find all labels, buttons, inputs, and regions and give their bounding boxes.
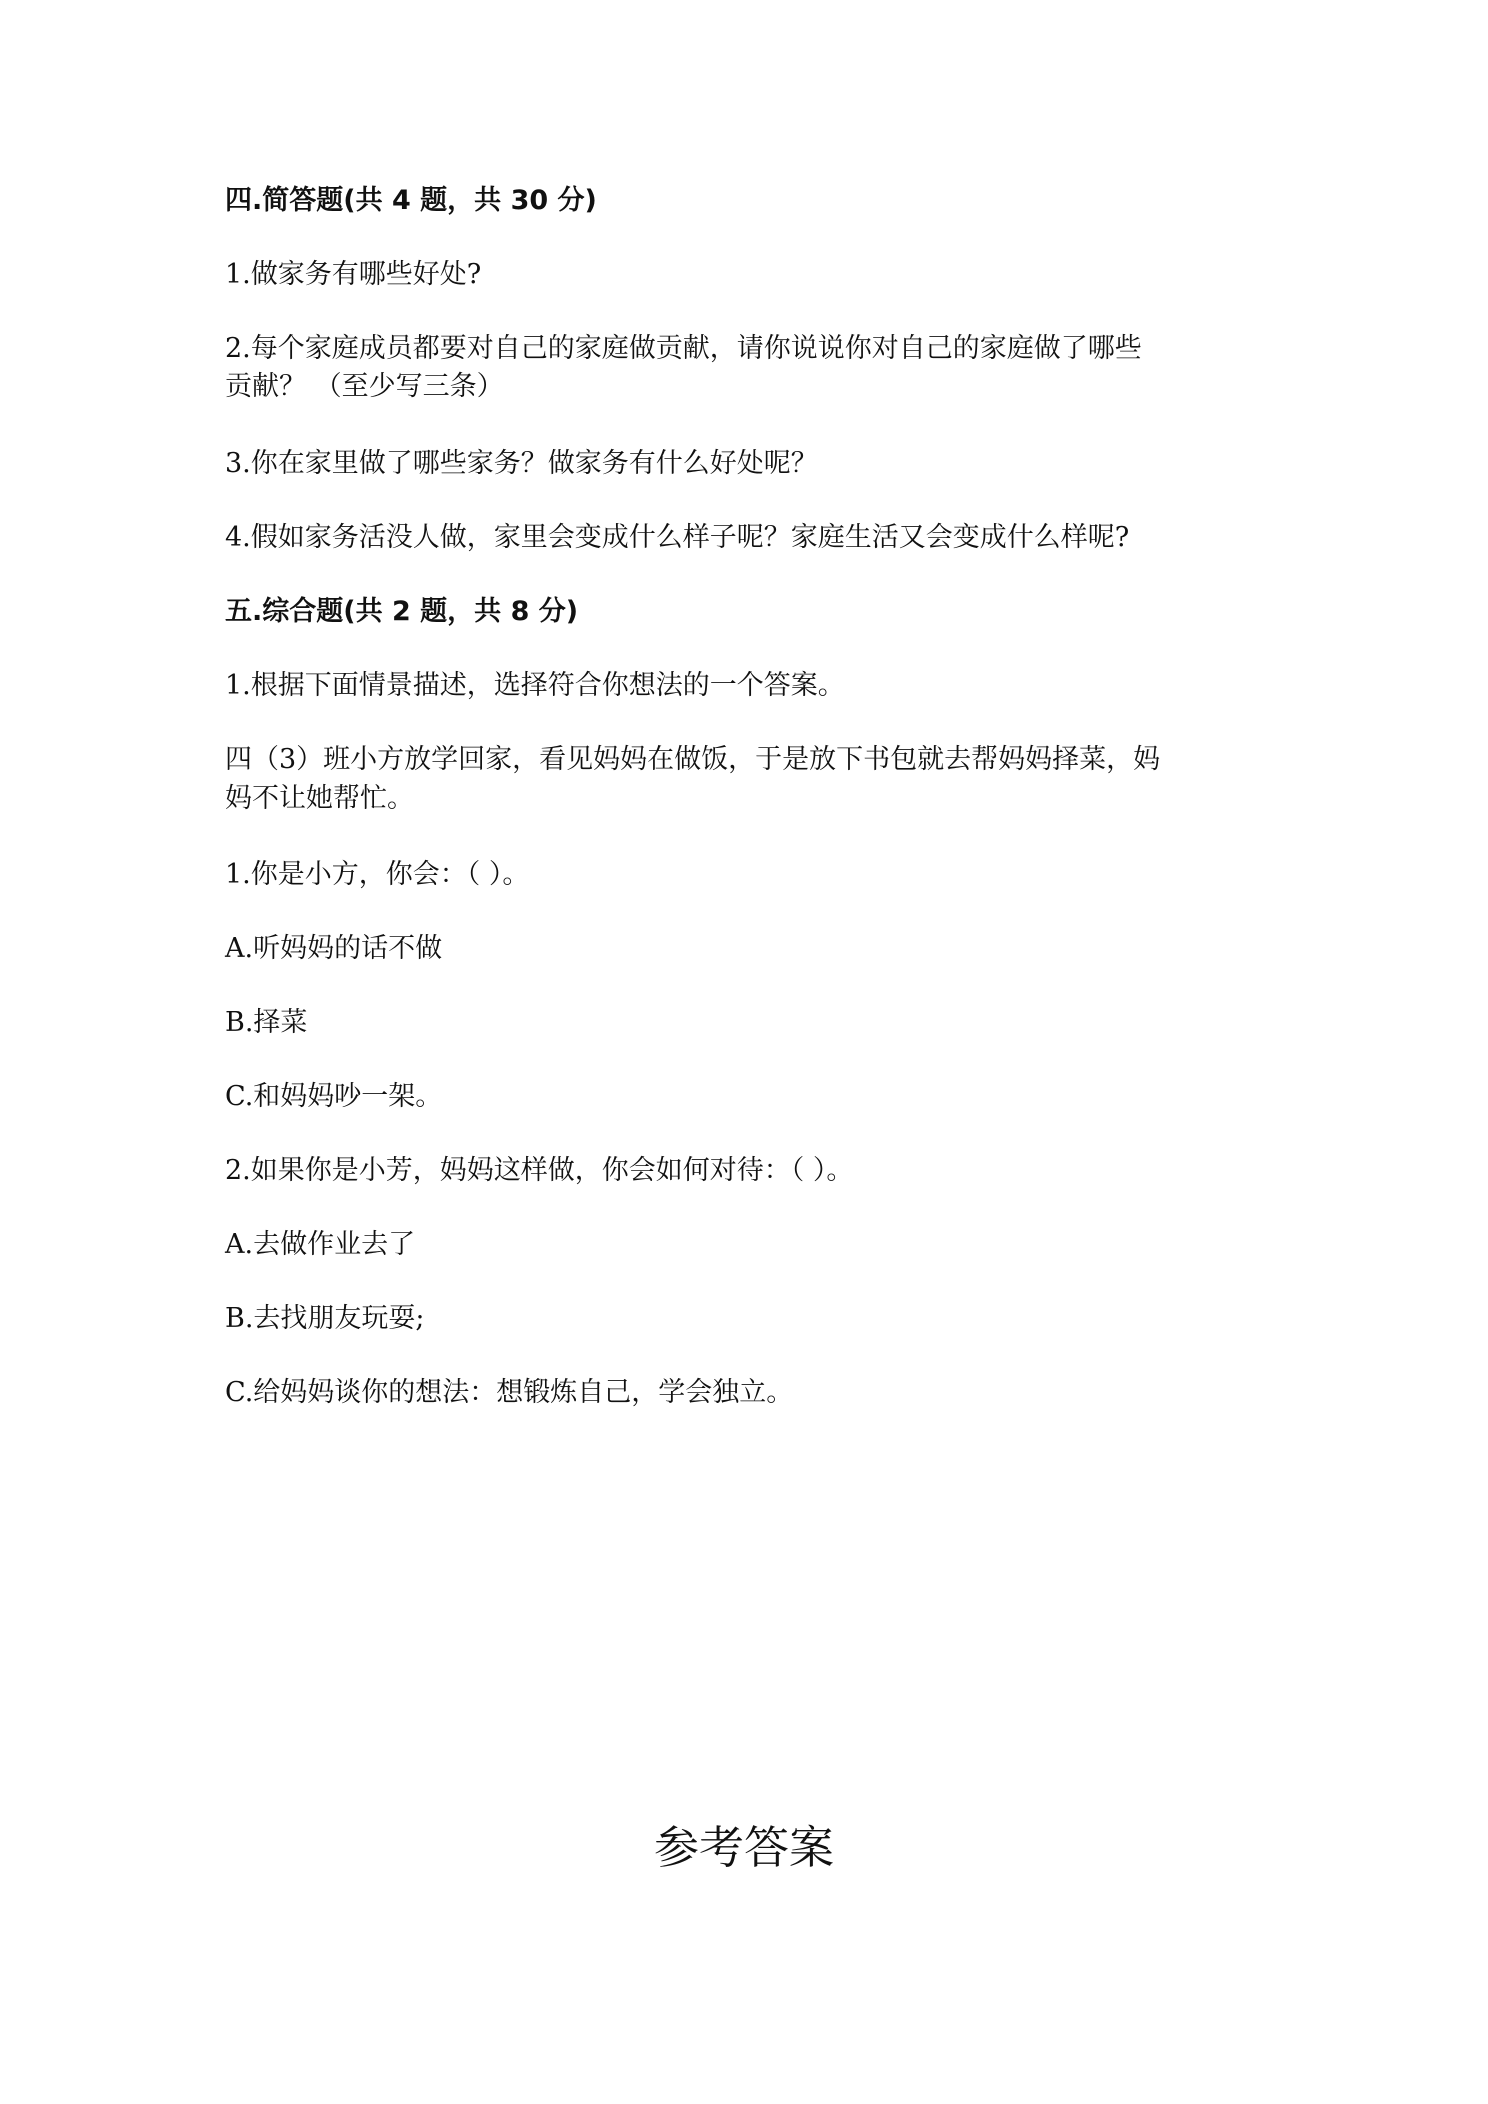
sub-question-1-option-a: A.听妈妈的话不做 — [225, 933, 443, 964]
sub-question-1-option-c: C.和妈妈吵一架。 — [225, 1081, 443, 1112]
scenario-line1: 四（3）班小方放学回家，看见妈妈在做饭，于是放下书包就去帮妈妈择菜，妈 — [225, 744, 1161, 775]
sub-question-1: 1.你是小方，你会：（ ）。 — [225, 859, 530, 890]
sub-question-1-option-b: B.择菜 — [225, 1007, 308, 1038]
section4-question-2-line2: 贡献？ （至少写三条） — [225, 371, 504, 402]
sub-question-2-option-c: C.给妈妈谈你的想法：想锻炼自己，学会独立。 — [225, 1377, 794, 1408]
answers-title: 参考答案 — [653, 1821, 834, 1874]
section4-question-3: 3.你在家里做了哪些家务？做家务有什么好处呢？ — [225, 448, 818, 479]
section4-question-4: 4.假如家务活没人做，家里会变成什么样子呢？家庭生活又会变成什么样呢? — [225, 522, 1130, 553]
section4-question-1: 1.做家务有哪些好处? — [225, 259, 482, 290]
sub-question-2: 2.如果你是小芳，妈妈这样做，你会如何对待：（ ）。 — [225, 1155, 854, 1186]
section5-question-1: 1.根据下面情景描述，选择符合你想法的一个答案。 — [225, 670, 845, 701]
scenario-line2: 妈不让她帮忙。 — [225, 783, 414, 814]
section5-heading: 五.综合题(共 2 题，共 8 分) — [225, 596, 579, 627]
sub-question-2-option-a: A.去做作业去了 — [225, 1229, 416, 1260]
section4-question-2-line1: 2.每个家庭成员都要对自己的家庭做贡献，请你说说你对自己的家庭做了哪些 — [225, 333, 1142, 364]
section4-heading: 四.简答题(共 4 题，共 30 分) — [225, 185, 597, 216]
sub-question-2-option-b: B.去找朋友玩耍; — [225, 1303, 425, 1334]
